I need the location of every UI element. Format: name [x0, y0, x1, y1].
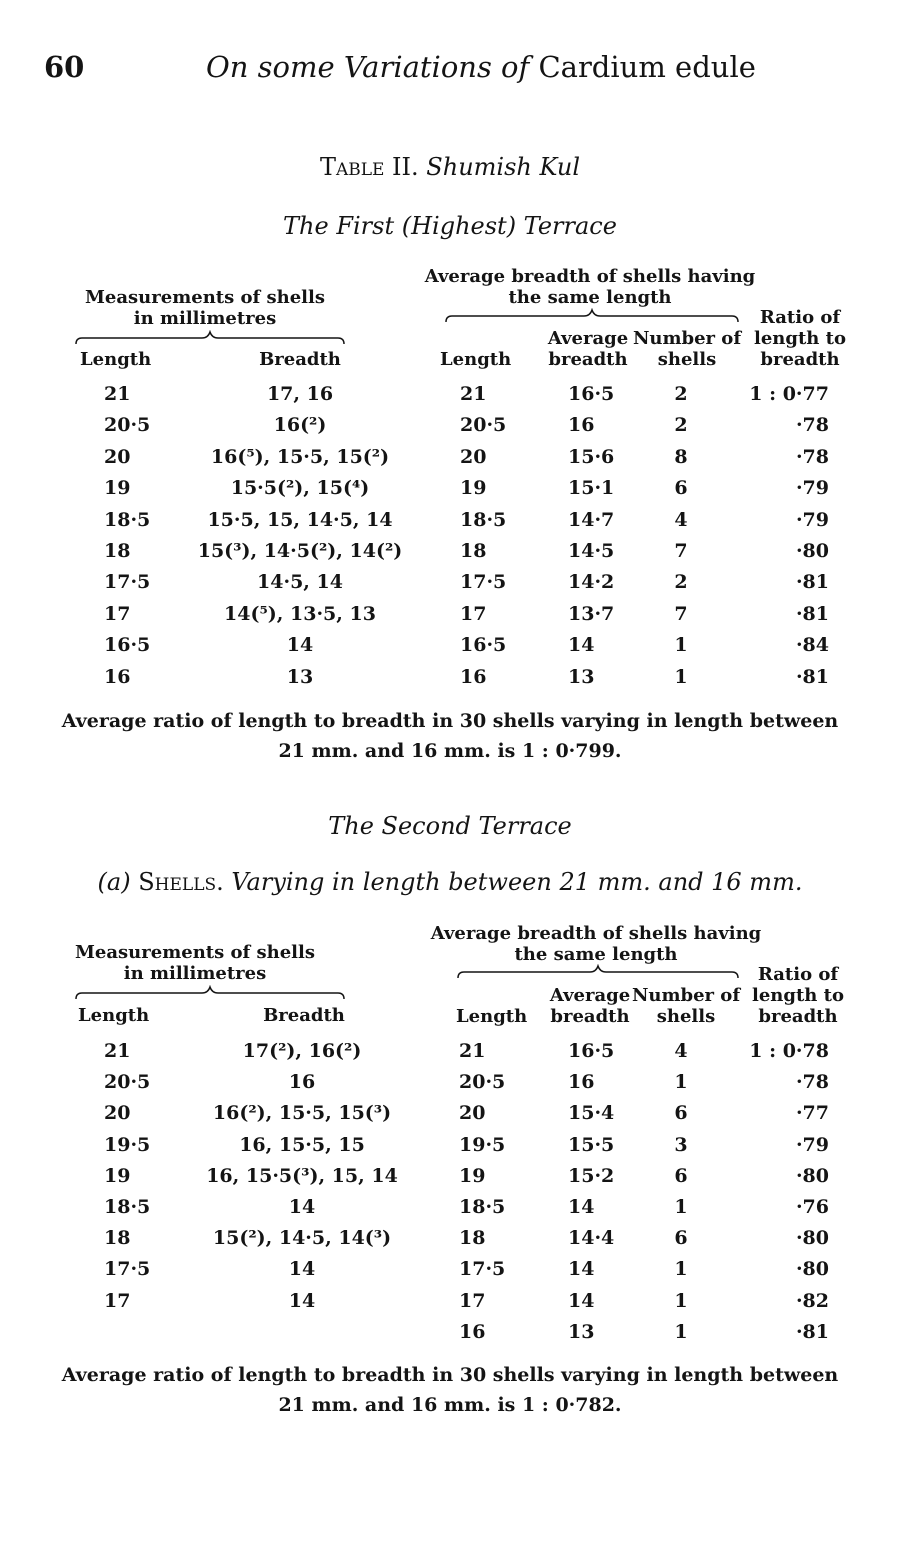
cell-number-of-shells: 6 [674, 1102, 688, 1125]
col-length-header: Length [80, 349, 152, 370]
cell-ratio: ·80 [795, 1258, 829, 1281]
cell-average-breadth: 14·5 [568, 540, 615, 562]
cell-group-length: 16 [459, 1320, 486, 1343]
cell-length: 16·5 [104, 634, 151, 657]
cell-breadth: 14 [286, 634, 314, 657]
cell-average-breadth: 14 [568, 634, 595, 657]
cell-group-length: 17·5 [459, 1258, 506, 1281]
cell-group-length: 17·5 [460, 571, 507, 594]
col-ratio-2-line3: breadth [758, 1006, 838, 1027]
section2-title: The Second Terrace [328, 812, 572, 840]
cell-number-of-shells: 1 [674, 1320, 688, 1343]
avg-group-brace [444, 308, 740, 324]
cell-group-length: 16 [460, 665, 487, 688]
cell-ratio: ·78 [795, 445, 829, 468]
measurements-header-2-line2: in millimetres [123, 963, 267, 984]
cell-group-length: 19·5 [459, 1133, 506, 1156]
cell-group-length: 19 [459, 1164, 486, 1187]
cell-ratio: ·80 [795, 1164, 829, 1187]
cell-average-breadth: 16 [568, 1071, 595, 1094]
cell-number-of-shells: 8 [674, 445, 688, 468]
cell-ratio: ·81 [795, 665, 829, 688]
cell-length: 20 [104, 1102, 131, 1125]
section2-subtitle [0, 868, 900, 896]
cell-length: 18 [104, 1227, 131, 1250]
table-place: Shumish Kul [426, 153, 581, 181]
cell-ratio: ·78 [795, 414, 829, 437]
cell-length: 18·5 [104, 508, 151, 531]
cell-group-length: 18·5 [459, 1196, 506, 1218]
running-head-species: Cardium edule [538, 50, 756, 84]
cell-breadth: 13 [286, 665, 314, 688]
col-ratio-line1: Ratio of [759, 307, 841, 328]
cell-number-of-shells: 7 [674, 540, 688, 562]
cell-ratio: 1 : 0·77 [749, 383, 829, 405]
col-number-line1: Number of [632, 328, 742, 349]
section1-title: The First (Highest) Terrace [283, 212, 617, 240]
table-caption [0, 153, 900, 181]
cell-average-breadth: 14 [568, 1196, 595, 1218]
cell-breadth: 17(²), 16(²) [242, 1040, 362, 1062]
cell-group-length: 18 [459, 1227, 486, 1250]
cell-number-of-shells: 4 [674, 1040, 688, 1062]
cell-length: 20·5 [104, 1071, 151, 1094]
cell-number-of-shells: 6 [674, 1227, 688, 1250]
col-avg-breadth-line1: Average [547, 328, 629, 349]
cell-length: 17·5 [104, 1258, 151, 1281]
cell-average-breadth: 15·2 [568, 1164, 615, 1187]
col-number-line2: shells [657, 349, 717, 370]
cell-length: 20·5 [104, 414, 151, 437]
avg-group-header-2 [426, 923, 766, 965]
cell-length: 17·5 [104, 571, 151, 594]
cell-number-of-shells: 2 [674, 571, 688, 594]
cell-number-of-shells: 1 [674, 1289, 688, 1312]
cell-ratio: ·78 [795, 1071, 829, 1094]
cell-ratio: ·77 [795, 1102, 829, 1125]
cell-breadth: 16 [288, 1071, 316, 1094]
avg-group-header-2-line1: Average breadth of shells having [430, 923, 762, 944]
col-avg-breadth-header [540, 328, 636, 370]
section1-note-line1: Average ratio of length to breadth in 30 shells varying in length between [61, 710, 839, 732]
cell-breadth: 15·5(²), 15(⁴) [230, 477, 370, 500]
cell-breadth: 14·5, 14 [257, 571, 343, 594]
cell-length: 17 [104, 1289, 131, 1312]
cell-breadth: 14 [288, 1196, 316, 1218]
cell-average-breadth: 13 [568, 1320, 595, 1343]
cell-number-of-shells: 1 [674, 1071, 688, 1094]
col-ratio-2-line2: length to [752, 985, 844, 1006]
subtitle-label: (a) [97, 868, 131, 896]
cell-average-breadth: 15·5 [568, 1133, 615, 1156]
cell-average-breadth: 14·2 [568, 571, 615, 594]
cell-group-length: 17 [459, 1289, 486, 1312]
cell-ratio: ·79 [795, 1133, 829, 1156]
cell-group-length: 18·5 [460, 508, 507, 531]
cell-group-length: 20·5 [460, 414, 507, 437]
cell-average-breadth: 15·6 [568, 445, 615, 468]
cell-breadth: 16, 15·5(³), 15, 14 [206, 1164, 398, 1187]
cell-ratio: ·80 [795, 540, 829, 562]
cell-length: 16 [104, 665, 131, 688]
cell-group-length: 20 [459, 1102, 486, 1125]
avg-group-brace-2 [456, 964, 740, 980]
avg-group-header-2-line2: the same length [514, 944, 678, 965]
cell-ratio: ·79 [795, 508, 829, 531]
col-group-length-header: Length [440, 349, 512, 370]
cell-average-breadth: 14 [568, 1289, 595, 1312]
cell-breadth: 14 [288, 1258, 316, 1281]
cell-number-of-shells: 1 [674, 1258, 688, 1281]
cell-group-length: 18 [460, 540, 487, 562]
cell-ratio: ·80 [795, 1227, 829, 1250]
cell-average-breadth: 15·4 [568, 1102, 615, 1125]
avg-group-header-line1: Average breadth of shells having [424, 266, 756, 287]
page-number: 60 [44, 50, 85, 84]
col-ratio-header [748, 307, 852, 370]
section2-note [0, 1360, 900, 1420]
cell-breadth: 15·5, 15, 14·5, 14 [207, 508, 393, 531]
cell-length: 18 [104, 540, 131, 562]
running-head-italic: On some Variations of [206, 50, 530, 84]
cell-ratio: ·84 [795, 634, 829, 657]
col-breadth-header: Breadth [259, 349, 341, 370]
cell-length: 17 [104, 602, 131, 625]
measurements-header-line2: in millimetres [133, 308, 277, 329]
col-avg-breadth-header-2 [542, 985, 638, 1027]
cell-number-of-shells: 2 [674, 414, 688, 437]
cell-average-breadth: 15·1 [568, 477, 615, 500]
cell-breadth: 16, 15·5, 15 [239, 1133, 365, 1156]
cell-number-of-shells: 3 [674, 1133, 688, 1156]
cell-number-of-shells: 7 [674, 602, 688, 625]
col-group-length-header-2: Length [456, 1006, 528, 1027]
measurements-header-line1: Measurements of shells [85, 287, 325, 308]
cell-average-breadth: 16 [568, 414, 595, 437]
cell-length: 18·5 [104, 1196, 151, 1218]
cell-ratio: ·79 [795, 477, 829, 500]
cell-length: 20 [104, 445, 131, 468]
cell-group-length: 16·5 [460, 634, 507, 657]
cell-group-length: 17 [460, 602, 487, 625]
cell-group-length: 20·5 [459, 1071, 506, 1094]
col-avg-breadth-line2: breadth [548, 349, 628, 370]
col-avg-breadth-2-line1: Average [549, 985, 631, 1006]
col-ratio-header-2 [746, 964, 850, 1027]
cell-breadth: 16(²), 15·5, 15(³) [212, 1102, 392, 1125]
measurements-header-2 [70, 942, 320, 984]
cell-breadth: 15(³), 14·5(²), 14(²) [197, 540, 403, 562]
cell-ratio: ·76 [795, 1196, 829, 1218]
cell-average-breadth: 14·4 [568, 1227, 615, 1250]
cell-number-of-shells: 6 [674, 1164, 688, 1187]
section1-note-line2: 21 mm. and 16 mm. is 1 : 0·799. [278, 740, 622, 762]
cell-average-breadth: 14·7 [568, 508, 615, 531]
cell-length: 19·5 [104, 1133, 151, 1156]
cell-average-breadth: 16·5 [568, 383, 615, 405]
col-number-2-line2: shells [656, 1006, 716, 1027]
cell-average-breadth: 13·7 [568, 602, 615, 625]
col-number-header [632, 328, 742, 370]
cell-group-length: 20 [460, 445, 487, 468]
col-number-2-line1: Number of [631, 985, 741, 1006]
cell-number-of-shells: 2 [674, 383, 688, 405]
section2-note-line2: 21 mm. and 16 mm. is 1 : 0·782. [278, 1394, 622, 1416]
cell-ratio: ·81 [795, 602, 829, 625]
cell-number-of-shells: 1 [674, 665, 688, 688]
subtitle-shells: Shells. [138, 868, 224, 896]
col-ratio-2-line1: Ratio of [757, 964, 839, 985]
cell-breadth: 14 [288, 1289, 316, 1312]
cell-length: 21 [104, 1040, 131, 1062]
cell-ratio: ·81 [795, 571, 829, 594]
cell-number-of-shells: 6 [674, 477, 688, 500]
section2-note-line1: Average ratio of length to breadth in 30 shells varying in length between [61, 1364, 839, 1386]
cell-average-breadth: 14 [568, 1258, 595, 1281]
cell-group-length: 19 [460, 477, 487, 500]
cell-ratio: ·82 [795, 1289, 829, 1312]
col-ratio-line3: breadth [760, 349, 840, 370]
cell-average-breadth: 13 [568, 665, 595, 688]
cell-group-length: 21 [459, 1040, 486, 1062]
cell-group-length: 21 [460, 383, 487, 405]
cell-average-breadth: 16·5 [568, 1040, 615, 1062]
running-head [206, 50, 756, 84]
cell-number-of-shells: 1 [674, 1196, 688, 1218]
table-label: Table II. [319, 153, 419, 181]
cell-breadth: 15(²), 14·5, 14(³) [212, 1227, 392, 1250]
col-avg-breadth-2-line2: breadth [550, 1006, 630, 1027]
cell-number-of-shells: 1 [674, 634, 688, 657]
col-breadth-header-2: Breadth [263, 1005, 345, 1026]
cell-breadth: 16(⁵), 15·5, 15(²) [210, 445, 390, 468]
section1-note [0, 706, 900, 766]
cell-length: 19 [104, 477, 131, 500]
avg-group-header-line2: the same length [508, 287, 672, 308]
cell-ratio: 1 : 0·78 [749, 1040, 829, 1062]
measurements-brace [74, 330, 346, 346]
avg-group-header [420, 266, 760, 308]
cell-ratio: ·81 [795, 1320, 829, 1343]
col-ratio-line2: length to [754, 328, 846, 349]
col-length-header-2: Length [78, 1005, 150, 1026]
subtitle-varying: Varying in length between 21 mm. and 16 mm. [231, 868, 803, 896]
col-number-header-2 [630, 985, 742, 1027]
measurements-brace-2 [74, 985, 346, 1001]
cell-number-of-shells: 4 [674, 508, 688, 531]
measurements-header [80, 287, 330, 329]
cell-breadth: 14(⁵), 13·5, 13 [224, 602, 376, 625]
cell-breadth: 17, 16 [266, 383, 334, 405]
cell-breadth: 16(²) [273, 414, 327, 437]
measurements-header-2-line1: Measurements of shells [75, 942, 315, 963]
cell-length: 19 [104, 1164, 131, 1187]
cell-length: 21 [104, 383, 131, 405]
